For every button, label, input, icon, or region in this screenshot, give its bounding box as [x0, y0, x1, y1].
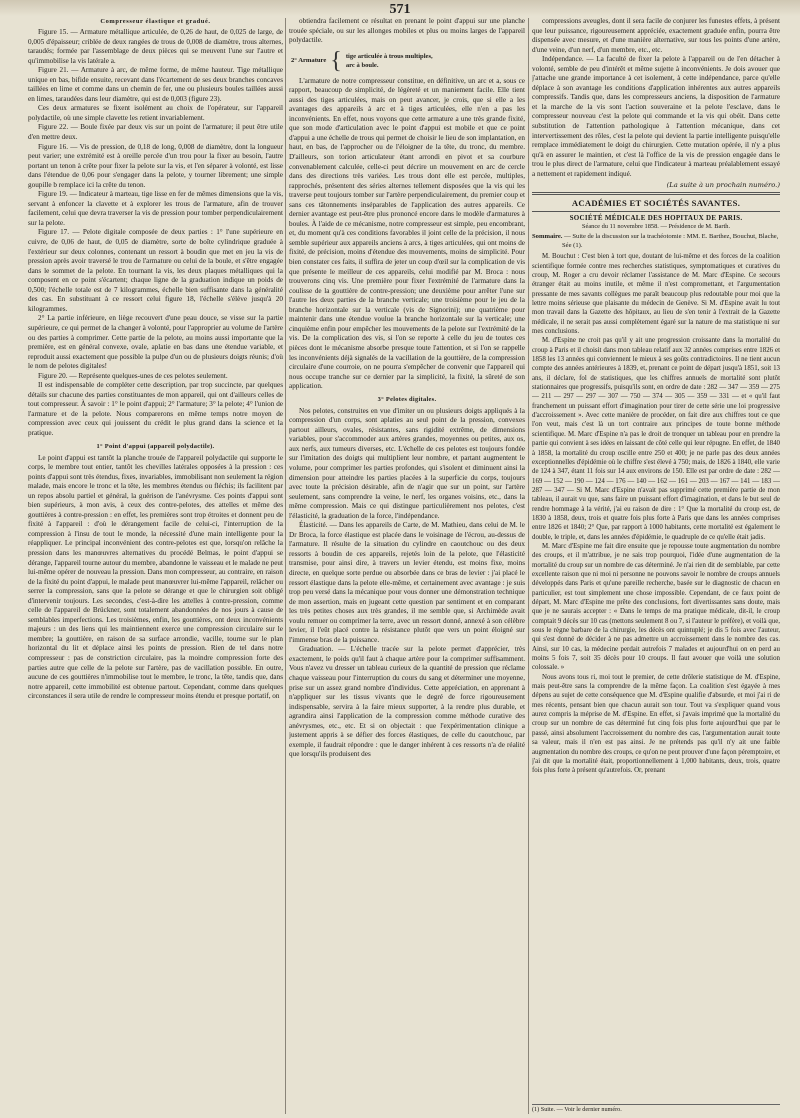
paragraph: Nos pelotes, construites en vue d'imiter un ou plusieurs doigts appliqués à la compression d'un corps, sont aplaties au seul point de la pression, convexes partout ailleurs, ovales, résistantes, sans rigidité extrême, de dimensions variables, pour s'accommoder aux artères grandes, moyennes ou petites, aux os, aux nerfs, aux tumeurs diverses, etc. L'échelle de ces pelotes est toujours fondée sur l'imitation des doigts qui multiplient leur nombre, et partant augmentent le volume, pour comprimer les parties profondes, qui s'isolent et diminuent ainsi la dimension pour atteindre les parties placées à la superficie du corps, toujours avec toute la précision désirable, afin de n'agir que sur un point, sur l'artère seulement, sans comprendre la veine, le nerf, les organes voisins, etc., dans la même compression. Mais ce qui distingue particulièrement nos pelotes, c'est l'élasticité, la graduation de la force, l'indépendance.	[289, 406, 525, 520]
paragraph: 2° La partie inférieure, en liège recouvert d'une peau douce, se visse sur la partie supérieure, ce qui permet de la changer à volonté, pour l'approprier au volume de l'artère ou des parties à comprimer. Cette partie de la pelote, au moins aussi importante que la première, est en général convexe, ovale, aplatie en bas dans une étendue variable, et reproduit aussi exactement que possible la pulpe d'un ou de plusieurs doigts réunis; d'où le nom de pelotes digitales!	[28, 314, 283, 371]
armature-option: arc à boule.	[345, 61, 379, 69]
summary-text: — Suite de la discussion sur la trachéotomie : MM. E. Barthez, Bouchut, Blache, Sée (1).	[562, 233, 779, 249]
column-divider	[285, 18, 286, 1114]
paragraph: Figure 17. — Pelote digitale composée de deux parties : 1° l'une supérieure en cuivre, de 0,06 de haut, de 0,05 de diamètre, sorte de boîte cylindrique graduée à l'extérieur sur deux colonnes, contenant un ressort à boudin que met en jeu la vis de pression après avoir traversé le trou de l'armature ou celui de la boule, et s'être engagée dans le sommet de la pelote. En tournant la vis, les deux plaques métalliques qui la composent en ce point s'écartent; chaque ligne de la graduation indique un poids de 0,500; l'échelle totale est de 7 kilogrammes, échelle bien suffisante dans la généralité des cas. En substituant à ce ressort celui figure 18, l'échelle s'élève jusqu'à 20 kilogrammes.	[28, 228, 283, 313]
paragraph: Élasticité. — Dans les appareils de Carte, de M. Mathieu, dans celui de M. le Dr Broca, la force élastique est placée dans le voisinage de l'écrou, au-dessus de l'armature. Il résulte de la situation du cylindre en caoutchouc ou des deux ressorts à boudin de ces appareils, rejetés loin de la pelote, que l'élasticité transmise, pour ainsi dire, à travers un levier étendu, est moins fixe, moins directe, en quelque sorte perdue ou absorbée dans ce bras de levier : j'ai placé le ressort élastique dans la pelote elle-même, et certainement avec avantage : je suis trop peu versé dans la mécanique pour vous donner une démonstration technique de mon assertion, mais en jugeant cette question par sentiment et en comparant les très petites choses aux très grandes, il me semble que, si Archimède avait voulu remuer ou comprimer la terre, avec un ressort donné, annexé à son célèbre levier, il l'eût placé contre la résistance plutôt que vers un point éloigné sur l'immense bras de la puissance.	[289, 521, 525, 644]
armature-option: tige articulée à trous multiples,	[345, 52, 433, 60]
footnote: (1) Suite. — Voir le dernier numéro.	[532, 1104, 780, 1113]
subheading-armature	[291, 47, 525, 74]
paragraph: Figure 22. — Boule fixée par deux vis sur un point de l'armature; il peut être utile d'en mettre deux.	[28, 123, 283, 142]
paragraph: Nous avons tous ri, moi tout le premier, de cette drôlerie statistique de M. d'Espine, mais peut-être sans la comprendre de la même façon. La coalition s'est égayée à mes dépens au sujet de cette conséquence que M. d'Espine qualifie d'absurde, et moi j'ai ri de mes récents, pensant bien que chacun aurait son tour. Tout va s'expliquer quand vous aurez compris la méprise de M. d'Espine. En effet, si j'avais imprimé que la mortalité du croup sur un nombre de cas déterminé fut cinq fois plus forte aujourd'hui que par le passé, ainsi absolument l'accroissement du nombre des cas, l'argumentation aurait toute sa valeur, mais il n'en est pas ainsi. Je ne prétends pas qu'il n'y ait une faible augmentation du nombre des croups, ce qu'on ne peut prouver d'une façon péremptoire, et j'ai dit que la mortalité était, proportionnellement à 1,000 habitants, deux, trois, quatre fois plus forte à présent qu'autrefois. Or, prenant	[532, 673, 780, 775]
column-divider	[528, 18, 529, 1114]
paragraph: Ces deux armatures se fixent isolément au choix de l'opérateur, sur l'appareil polydactile, où une simple clavette les retient invariablement.	[28, 104, 283, 122]
section-title: ACADÉMIES ET SOCIÉTÉS SAVANTES.	[571, 198, 741, 209]
summary-label: Sommaire.	[532, 233, 563, 241]
section-divider	[532, 211, 780, 212]
subheading-pelotes: 3° Pelotes digitales.	[377, 395, 437, 403]
paragraph: Figure 15. — Armature métallique articulée, de 0,26 de haut, de 0,025 de large, de 0,005 d'épaisseur; criblée de deux rangées de trous de 0,008 de diamètre, trous alternes, taraudés; formée par l'assemblage de deux pièces qui se meuvent l'une sur l'autre et qu'immobilise la vis latérale a.	[28, 28, 283, 65]
paragraph: M. Bouchut : C'est bien à tort que, doutant de lui-même et des forces de la coalition scientifique formée contre mes recherches statistiques, symptomatiques et curatives du croup, M. Roger a cru devoir réclamer l'assistance de M. Marc d'Espine. Ce secours étranger était au moins inutile, et même il n'est compromettant, et l'argumentation pressante de mes savants collègues me paraît beaucoup plus redoutable pour moi que la lettre moins sérieuse que plaisante du médecin de Genève. Si M. d'Espine avait lu tout mon travail dans la Gazette des hôpitaux, au lieu de s'en tenir à l'extrait de la Gazette médicale, il ne serait pas aussi complètement égaré sur la nature de ma statistique ni sur mes conclusions.	[532, 253, 780, 336]
armature-label: 2° Armature	[291, 57, 327, 65]
section-divider	[532, 192, 780, 195]
armature-options	[346, 52, 433, 70]
paragraph: Graduation. — L'échelle tracée sur la pelote permet d'apprécier, très exactement, le poids qu'il faut à chaque artère pour la comprimer suffisamment. Vous n'avez vu dresser un tableau curieux de la quantité de pression que réclame chaque vaisseau pour l'interruption du cours du sang et déterminer une moyenne, prise sur un assez grand nombre d'individus. Cette appréciation, en apprenant à n'appliquer sur les tissus vivants que le degré de force rigoureusement indispensable, servira à la faire mieux supporter, à la rendre plus durable, et agrandira ainsi l'application de la compression comme méthode curative des anévrysmes, etc., etc. Et si on objectait : que l'expérimentation clinique a justement appris à se défier des forces élastiques, de celle du caoutchouc, par exemple, il faudrait répondre : que le danger inhérent à ces ressorts n'a de réalité que lorsqu'ils produisent des	[289, 645, 525, 759]
paragraph: Le point d'appui est tantôt la planche trouée de l'appareil polydactile qui supporte le corps, le membre tout entier, tantôt les chevilles latérales opposées à la pression : ces points d'appui sont très étendus, fixes, invariables, immobilisant non seulement la région malade, mais encore le tronc et la tête, les membres étendus ou fléchis; ils facilitent par un repos absolu partiel et général, la guérison de l'anévrysme. Ces points d'appui sont bien supérieurs, à mon avis, à ceux des contre-pelotes, des attelles et même des gouttières à contre-pression : en effet, les premières sont trop étroites et donnent peu de fixité à l'appareil : d'où le dérangement facile de celui-ci, l'interruption de la compression à l'insu de tout le monde, la nécessité d'une main intelligente pour la réappliquer. Le principal inconvénient des contre-pelotes est que, lorsqu'on relâche la pression dans les manœuvres alternatives du procédé Belmas, le point d'appui se dérange, l'appareil tourne autour du membre, abandonne le vaisseau et le malade ne peut lui-même opérer de nouveau la pression. Dans mon compresseur, au contraire, en raison de la fixité du point d'appui, le malade peut manœuvrer lui-même l'appareil, relâcher ou serrer la compression, sans que la pelote se dérange et que le chirurgien soit obligé d'intervenir toujours. Les secondes, c'est-à-dire les attelles à contre-pression, comme celle de l'appareil de Brückner, sont totalement abandonnées de nos jours à cause de semblables imperfections. Les troisièmes, enfin, les gouttières, ont deux inconvénients majeurs : un des liens qui les maintiennent exerce une compression circulaire sur le membre; la gouttière, en raison de sa surface arrondie, vacille, tourne sur le plan horizontal du lit et déplace ainsi les points de pression. Rien de tel dans notre compresseur : pas de constriction circulaire, pas la moindre compression forte des parties autre que celle de la pelote sur l'artère, pas de vacillation possible. En outre, aucune de ces gouttières n'immobilise tout le membre, le tronc, la tête, tandis que, dans notre appareil, cette immobilité est obtenue partout. Cependant, comme dans quelques circonstances il sera utile de rendre le compresseur moins étendu et presque portatif, on	[28, 453, 283, 701]
paragraph: M. Marc d'Espine me fait dire ensuite que je repousse toute augmentation du nombre des croups, et il m'attribue, je ne sais trop pourquoi, l'idée d'une augmentation de la mortalité du croup sur un nombre de cas déterminé. Je n'ai rien dit de semblable, par cette excellente raison que ni moi ni personne ne pouvons savoir le nombre de croups annuels développés dans Paris et qu'une pareille recherche, basée sur le diagnostic de chacun en particulier, est tout simplement une chose impossible. Cependant, de ce faux point de départ, M. Marc d'Espine me prête des conclusions, fort divertissantes sans doute, mais que je ne saurais accepter : « Dans le temps de ma pratique médicale, dit-il, le croup comptait 9 décès sur 10 cas (mettons seulement 8 ou 7, si l'auteur le préfère), et voilà que, sous le règne barbare de la chirurgie, les décès ont quintuplé; je dis 5 fois avec l'auteur, qui s'est donné de décider à ne pas admettre un accroissement dans le nombre des cas. Ainsi, sur 10 cas, la médecine perdait autrefois 7 malades et aujourd'hui on en perd au moins 5 fois 7, soit 35 décès pour 10 croups. Il faut avouer que voilà une solution colossale. »	[532, 542, 780, 672]
paragraph: Il est indispensable de compléter cette description, par trop succincte, par quelques détails sur chacune des parties constituantes de mon appareil, qui ont d'ailleurs celles de tout compresseur. À savoir : 1° le point d'appui; 2° l'armature; 3° la pelote; 4° l'union de l'armature et de la pelote. Nous comparerons en même temps notre moyen de compression avec ceux qui jouissent du crédit le plus grand dans la science et la pratique.	[28, 381, 283, 437]
society-title: SOCIÉTÉ MÉDICALE DES HOPITAUX DE PARIS.	[569, 214, 743, 223]
column-middle	[289, 17, 525, 1115]
subheading-point-appui: 1° Point d'appui (appareil polydactile).	[96, 442, 215, 450]
paragraph: Figure 16. — Vis de pression, de 0,18 de long, 0,008 de diamètre, dont la longueur peut varier; une extrémité est à oreille percée d'un trou pour la fixer au besoin, l'autre portant un tenon à crête pour fixer la pelote sur la vis, et l'en séparer à volonté, est lisse dans l'étendue de 0,06 pour s'engager dans la pelote, y tourner librement; une simple goupille b remplace ici la crête du tenon.	[28, 142, 283, 189]
continued-note: (La suite à un prochain numéro.)	[666, 181, 780, 190]
session-line: Séance du 11 novembre 1858. — Présidence de M. Barth.	[581, 223, 731, 231]
paragraph-group	[28, 28, 283, 439]
paragraph: Figure 19. — Indicateur à marteau, tige lisse en fer de mêmes dimensions que la vis, servant à enfoncer la clavette et à explorer les trous de l'armature, afin de trouver facilement, celui que devra traverser la vis de pression pour tomber perpendiculairement sur la pelote.	[28, 190, 283, 227]
paragraph: Figure 21. — Armature à arc, de même forme, de même hauteur. Tige métallique unique en bas, bifide ensuite, recevant dans l'écartement de ses deux branches concaves taillées en lime et comme dans un chemin de fer, une ou plusieurs boules taillées aussi en limes, taraudées dans leur diamètre, qui est de 0,003 (figure 23).	[28, 66, 283, 103]
paragraph: L'armature de notre compresseur constitue, en définitive, un arc et a, sous ce rapport, beaucoup de simplicité, de légèreté et un maniement facile. Elle tient aussi des tiges articulées, mais on peut avancer, je crois, que si elle a les avantages des appareils à arc et à tiges articulées, elle n'en a pas les inconvénients. En effet, nous voyons que cette armature a une très grande fixité, que son mode d'articulation avec le point d'appui est mobile et que ce point d'appui a une échelle de trous qui permet de choisir le lieu de son implantation, en haut, en bas, de l'approcher ou de l'éloigner de la tête, du tronc, du membre. D'ailleurs, son torion articulateur étant arrondi en pivot et sa courbure convenablement calculée, celle-ci peut décrire un mouvement en arc de cercle dans des directions très variées. Les trous dont elle est percée, multiples, rapprochés, présentent des séries alternes tellement disposées que la vis qui les traverse peut toujours tomber sur l'artère perpendiculairement, du premier coup et sans ces tâtonnements inséparables de l'application des autres appareils. Ce dernier avantage est peut-être plus prononcé encore dans le modèle d'armatures à boules. À l'aide de ce mécanisme, notre compresseur est simple, peu encombrant, et, du moment qu'à ces conditions favorables il joint celle de la précision, il nous semble supérieur aux appareils anciens à arcs, à tiges articulées, qui ont moins de fixité, de précision, moins d'étendue des mouvements, moins de simplicité. Pour bien constater ces faits, il suffira de jeter un coup d'œil sur la complication de vis que présente le meilleur de ces appareils, celui modifié par M. Broca : nous trouverons cinq vis. Une première pour fixer l'extrémité de l'armature dans la coulisse de la gouttière de contre-pression; une deuxième pour arrêter l'une sur l'autre les deux parties de la branche verticale; une troisième pour le jeu de la branche horizontale sur la verticale (vis de Signorini); une quatrième pour maintenir dans une étendue voulue la branche horizontale sur la verticale; une cinquième enfin pour empêcher les mouvements de la pelote sur l'extrémité de la vis. De la complication des vis, si l'on se reporte à celle du jeu de toutes ces pièces dont le mécanisme absorbe presque toute l'attention, et si l'on se rappelle les inconvénients déjà signalés de la vacillation de la gouttière, de la compression circulaire d'une courroie, on ne pourra s'empêcher de convenir que l'appareil qui nous occupe tranche sur ce dernier par la simplicité, la fixité, la sûreté de son application.	[289, 76, 525, 391]
summary	[532, 233, 780, 250]
column-heading: Compresseur élastique et gradué.	[100, 18, 211, 25]
column-right	[532, 17, 780, 1115]
paragraph: compressions aveugles, dont il sera facile de conjurer les funestes effets, à présent que leur puissance, rigoureusement appréciée, exactement graduée enfin, pourra être dispensée avec mesure, et d'une manière alternative, sur tous les points d'une artère, d'une veine, d'un nerf, d'un membre, etc., etc.	[532, 17, 780, 54]
page-number: 571	[389, 2, 411, 17]
brace-icon: {	[330, 47, 342, 74]
paragraph: Figure 20. — Représente quelques-unes de ces pelotes seulement.	[38, 371, 228, 380]
paragraph: Indépendance. — La faculté de fixer la pelote à l'appareil ou de l'en détacher à volonté, semble de peu d'intérêt et même sujette à inconvénients. Je dois avouer que j'attache une grande importance à cet isolement, à cette indépendance, parce qu'elle déplace à son avantage les conditions d'application inhérentes aux autres appareils compressifs. Tandis que, dans les compresseurs anciens, la disposition de l'armature et la marche de la vis sont l'action souveraine et la pelote l'esclave, dans le compresseur nouveau c'est la pelote qui commande et la vis qui obéit. Dans cette substitution de l'attention pathologique à l'attention mécanique, dans cet intervertissement des rôles, c'est la pelote qui devient la partie intelligente puisqu'elle remplace immédiatement le doigt du chirurgien. Cette mutation opérée, il n'y a plus qu'à en assurer le maintien, et c'est là l'office de la vis de pression engagée dans le trou le plus direct de l'armature, celui que l'indicateur à marteau préalablement essayé a nettement et rapidement indiqué.	[532, 55, 780, 178]
paragraph: M. d'Espine ne croit pas qu'il y ait une progression croissante dans la mortalité du croup à Paris et il choisit dans mon tableau relatif aux 32 années comprises entre 1826 et 1858 les 13 années qui conviennent le mieux à ses goûts contradictoires. Il ne tient aucun compte des années antérieures à 1839, et, prenant ce point de départ jusqu'à 1851, soit 13 ans, il déclare, fol de statistiques, que les chiffres annuels de mortalité sont plutôt stationnaires que progressifs, puisqu'ils sont, en ordre de date : 282 — 347 — 359 — 275 — 211 — 297 — 297 — 307 — 750 — 374 — 305 — 359 — 331 — et « qu'il faut franchement un puissant effort d'imagination pour tirer de cette série une loi progressive d'accroissement ». Avec cette manière de procéder, on fait dire aux chiffres tout ce que l'on veut, mais c'est là un tort contraire aux principes de toute bonne méthode scientifique. M. Marc d'Espine n'a pas le droit de tronquer un tableau pour en prendre la partie qui convient à ses idées en laissant de côté celle qui leur répugne. En effet, de 1840 à 1858, la mortalité du croup oscille entre 250 et 400; je ne parle pas des deux années exceptionnelles d'épidémie où le chiffre s'est élevé à 750; mais, de 1826 à 1840, elle varie de 124 à 347, étant 11 fois sur 14 aux environs de 150. Elle est par ordre de date : 282 — 169 — 152 — 190 — 124 — 176 — 140 — 162 — 161 — 203 — 167 — 141 — 183 — 287 — 347 — Si M. Marc d'Espine n'avait pas supprimé cette première partie de mon tableau, il aurait vu que, sans faire un puissant effort d'imagination, et dans le but seul de rendre hommage à la vérité, j'ai eu raison de dire : 1° Que la mortalité du croup est, de 1830 à 1858, deux, trois et quatre fois plus forte à Paris que dans les années comprises entre 1826 et 1840; 2° Que, par rapport à 1000 habitants, cette mortalité est également le double, le triple, et, dans les années d'épidémie, le quadruple de ce qu'elle était jadis.	[532, 337, 780, 541]
paragraph: obtiendra facilement ce résultat en prenant le point d'appui sur une planche trouée spéciale, ou sur les allonges mobiles et plus ou moins larges de l'appareil polydactile.	[289, 17, 525, 45]
column-left	[28, 17, 283, 1115]
